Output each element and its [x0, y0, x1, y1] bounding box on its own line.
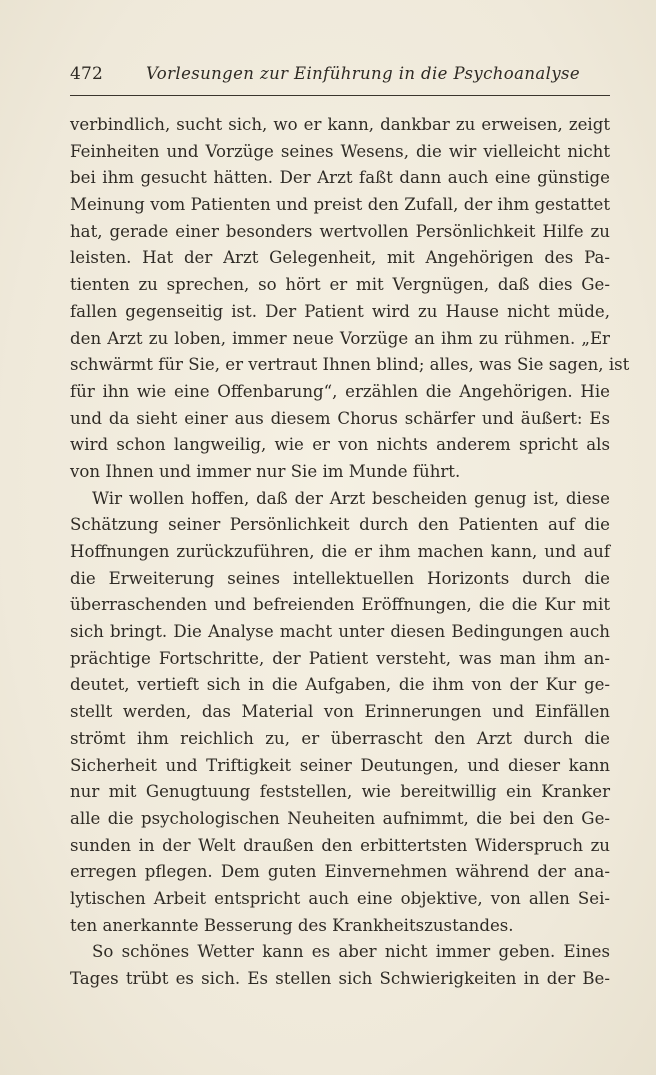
running-title: Vorlesungen zur Einführung in die Psychoanalyse — [146, 64, 581, 83]
text-line: So schönes Wetter kann es aber nicht immer geben. Eines — [92, 942, 610, 962]
text-line: sunden in der Welt draußen den erbittertsten Widerspruch zu — [70, 835, 610, 855]
text-line: hat, gerade einer besonders wertvollen Persönlichkeit Hilfe zu — [70, 221, 610, 241]
text-line: bei ihm gesucht hätten. Der Arzt faßt dann auch eine günstige — [70, 168, 610, 188]
header-rule — [70, 95, 610, 96]
text-line: Hoffnungen zurückzuführen, die er ihm machen kann, und auf — [70, 542, 610, 561]
text-line: deutet, vertieft sich in die Aufgaben, die ihm von der Kur ge- — [70, 675, 610, 695]
text-line: schwärmt für Sie, er vertraut Ihnen blind; alles, was Sie sagen, ist — [70, 355, 630, 375]
text-line: ten anerkannte Besserung des Krankheitszustandes. — [70, 915, 514, 935]
text-line: tienten zu sprechen, so hört er mit Vergnügen, daß dies Ge- — [70, 275, 610, 295]
text-line: strömt ihm reichlich zu, er überrascht den Arzt durch die — [70, 728, 610, 748]
text-line: und da sieht einer aus diesem Chorus schärfer und äußert: Es — [70, 408, 610, 428]
text-line: prächtige Fortschritte, der Patient versteht, was man ihm an- — [70, 648, 610, 668]
text-line: für ihn wie eine Offenbarung“, erzählen die Angehörigen. Hie — [70, 381, 610, 401]
text-line: Tages trübt es sich. Es stellen sich Schwierigkeiten in der Be- — [70, 969, 610, 988]
text-line: verbindlich, sucht sich, wo er kann, dankbar zu erweisen, zeigt — [70, 115, 610, 134]
body-text — [70, 112, 630, 993]
text-line: alle die psychologischen Neuheiten aufnimmt, die bei den Ge- — [70, 808, 610, 828]
text-line: lytischen Arbeit entspricht auch eine objektive, von allen Sei- — [70, 888, 610, 908]
text-line: Wir wollen hoffen, daß der Arzt bescheiden genug ist, diese — [92, 488, 610, 508]
text-line: Sicherheit und Triftigkeit seiner Deutungen, und dieser kann — [70, 755, 610, 775]
text-line: sich bringt. Die Analyse macht unter diesen Bedingungen auch — [70, 622, 610, 642]
text-line: von Ihnen und immer nur Sie im Munde führt. — [70, 461, 461, 481]
text-line: nur mit Genugtuung feststellen, wie bereitwillig ein Kranker — [70, 782, 610, 802]
text-line: stellt werden, das Material von Erinnerungen und Einfällen — [70, 702, 610, 722]
text-line: Schätzung seiner Persönlichkeit durch den Patienten auf die — [70, 515, 610, 535]
text-line: Meinung vom Patienten und preist den Zufall, der ihm gestattet — [70, 195, 610, 215]
text-line: den Arzt zu loben, immer neue Vorzüge an ihm zu rühmen. „Er — [70, 328, 610, 348]
page-header — [70, 62, 610, 92]
text-line: fallen gegenseitig ist. Der Patient wird zu Hause nicht müde, — [70, 301, 610, 321]
text-line: Feinheiten und Vorzüge seines Wesens, die wir vielleicht nicht — [70, 141, 610, 161]
page-number: 472 — [70, 64, 104, 84]
text-line: leisten. Hat der Arzt Gelegenheit, mit Angehörigen des Pa- — [70, 248, 610, 268]
text-line: wird schon langweilig, wie er von nichts anderem spricht als — [70, 435, 610, 455]
text-line: überraschenden und befreienden Eröffnungen, die die Kur mit — [70, 595, 610, 615]
text-line: die Erweiterung seines intellektuellen Horizonts durch die — [70, 568, 610, 588]
text-line: erregen pflegen. Dem guten Einvernehmen während der ana- — [70, 862, 610, 882]
